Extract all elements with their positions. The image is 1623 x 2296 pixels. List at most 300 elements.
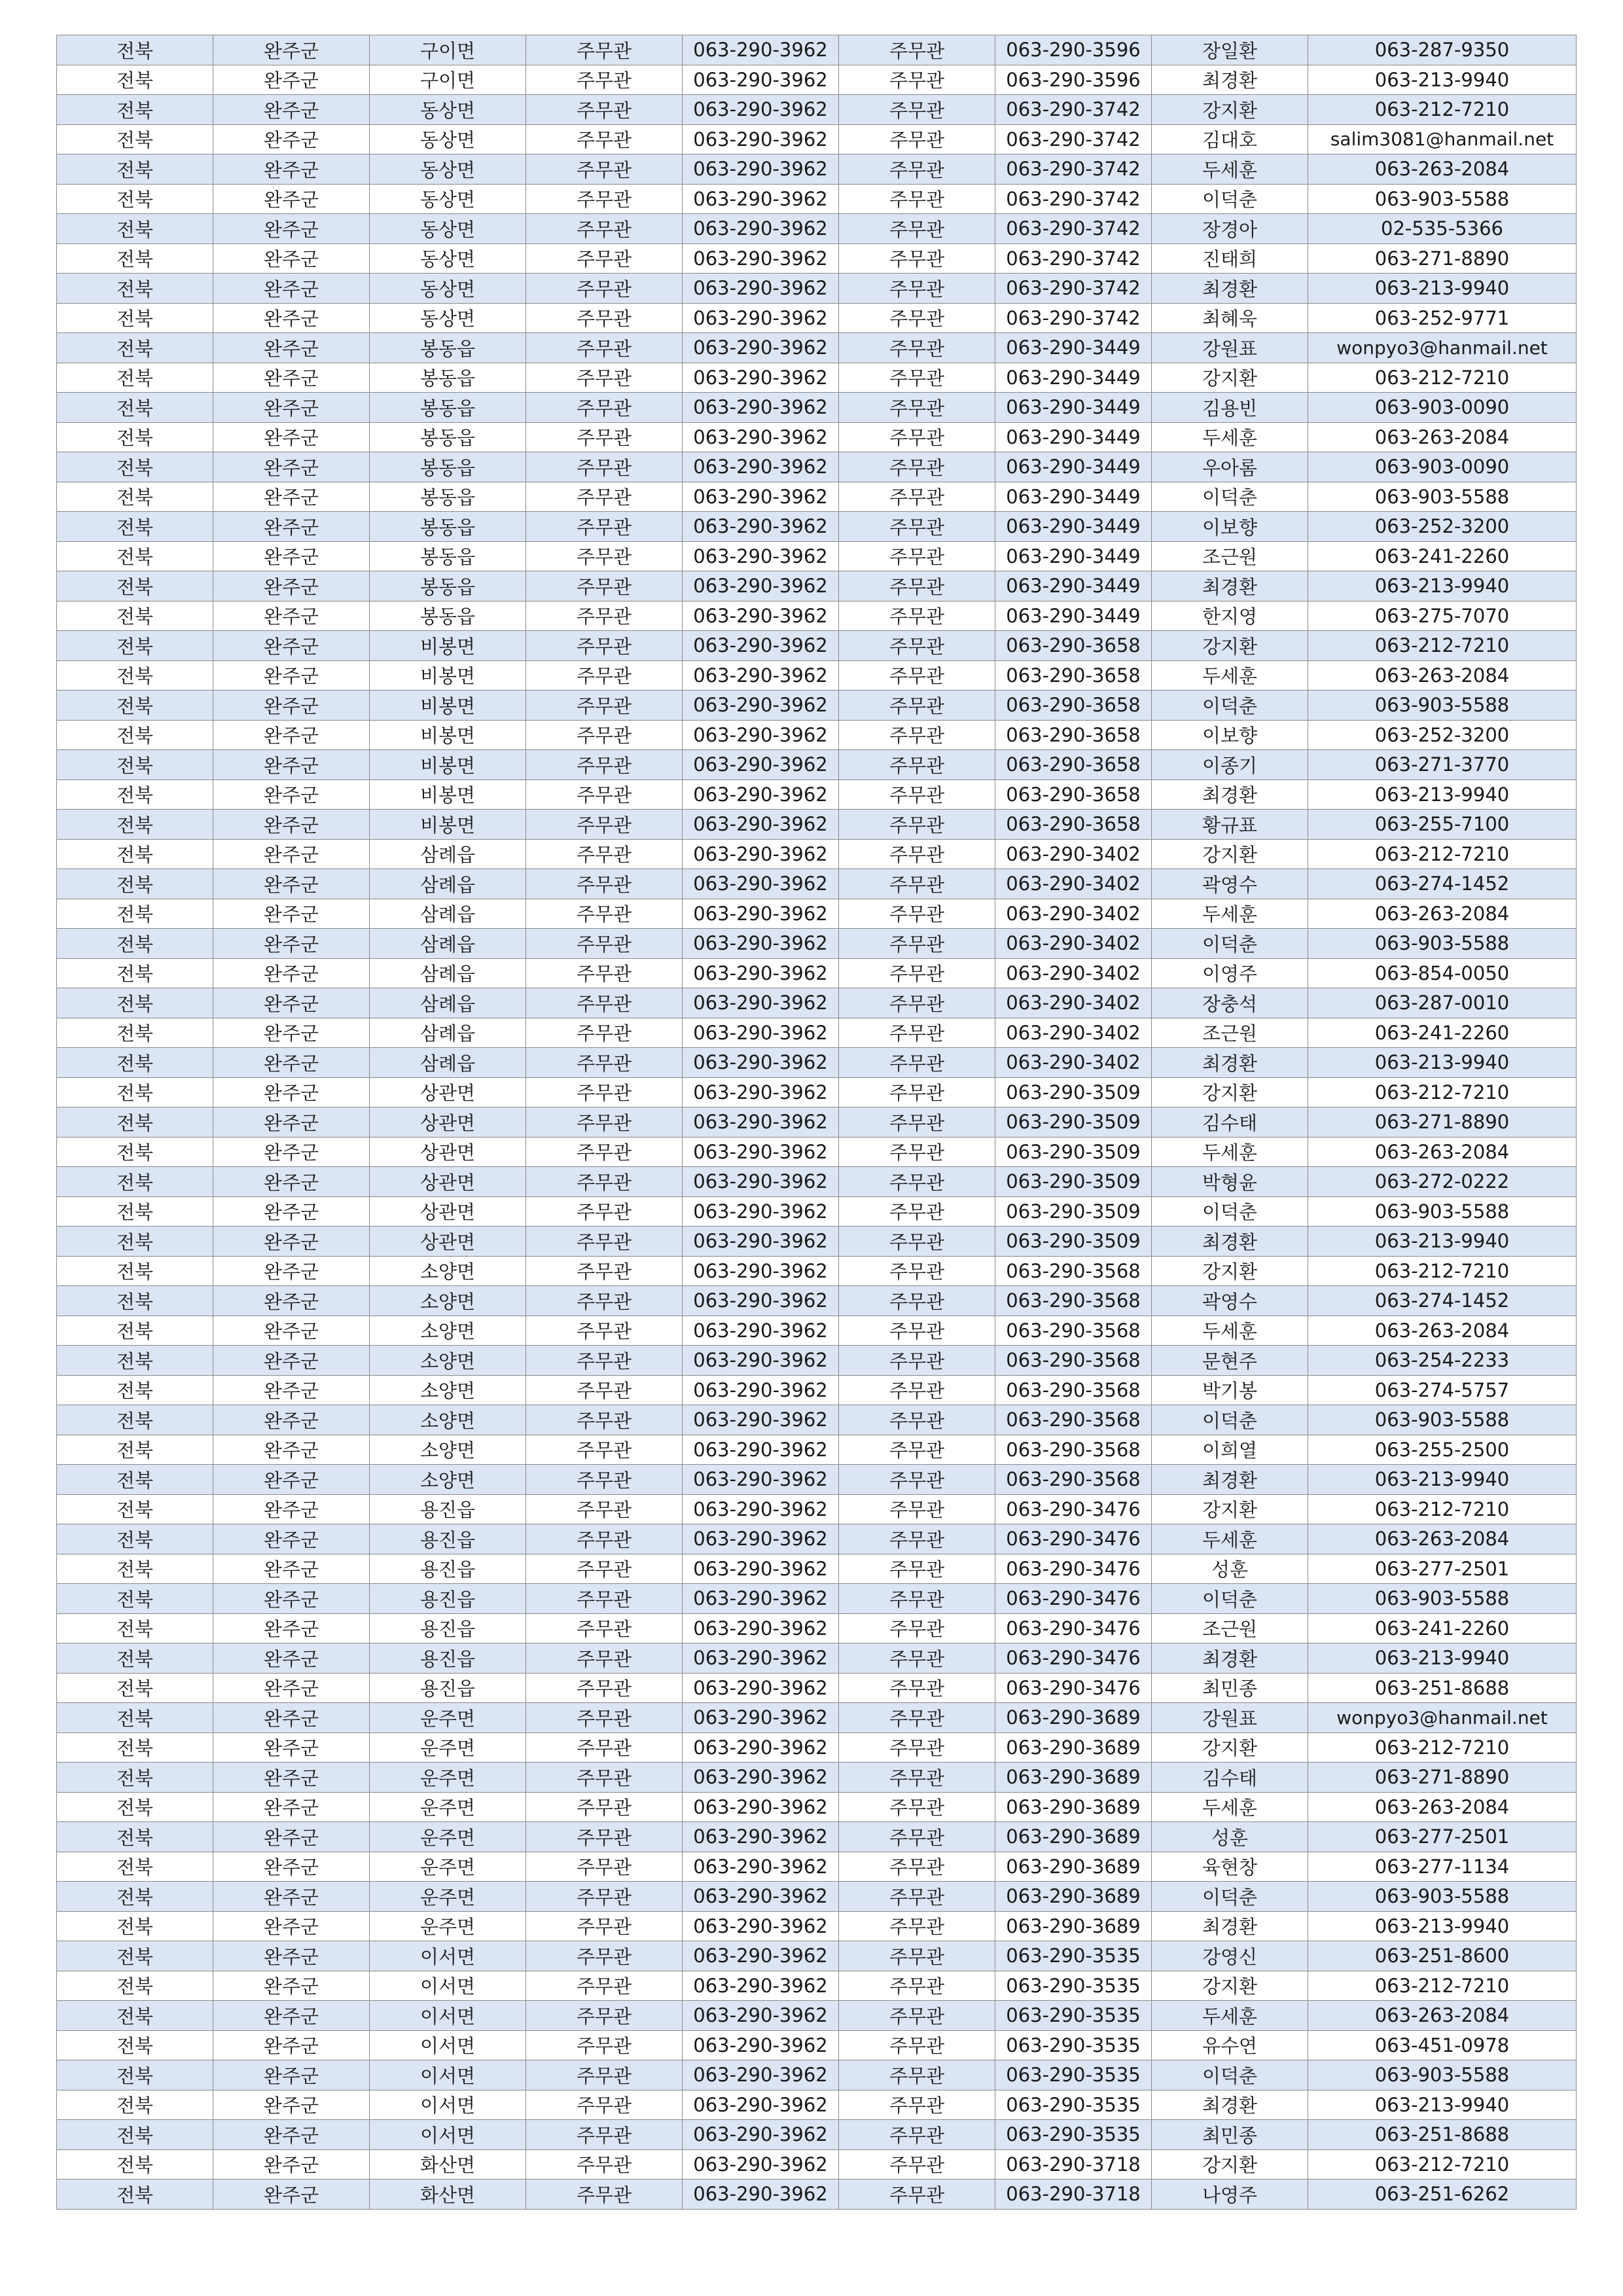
cell-town: 구이면 — [370, 65, 526, 95]
cell-position-1: 주무관 — [526, 1227, 683, 1257]
cell-county: 완주군 — [213, 95, 370, 125]
cell-town: 봉동읍 — [370, 452, 526, 482]
cell-position-1: 주무관 — [526, 452, 683, 482]
cell-contact-info: 063-212-7210 — [1308, 1971, 1577, 2001]
cell-town: 소양면 — [370, 1405, 526, 1435]
cell-town: 동상면 — [370, 154, 526, 185]
cell-phone-2: 063-290-3742 — [995, 95, 1152, 125]
cell-town: 비봉면 — [370, 691, 526, 721]
cell-contact-name: 장일환 — [1152, 35, 1308, 65]
cell-phone-2: 063-290-3658 — [995, 691, 1152, 721]
cell-contact-name: 김수태 — [1152, 1107, 1308, 1138]
cell-province: 전북 — [57, 1822, 213, 1852]
cell-position-1: 주무관 — [526, 1584, 683, 1614]
cell-contact-name: 김용빈 — [1152, 393, 1308, 423]
cell-phone-2: 063-290-3658 — [995, 780, 1152, 810]
cell-contact-name: 진태희 — [1152, 243, 1308, 274]
cell-county: 완주군 — [213, 1941, 370, 1971]
cell-contact-info: 063-263-2084 — [1308, 1316, 1577, 1346]
cell-phone-2: 063-290-3476 — [995, 1613, 1152, 1643]
cell-town: 소양면 — [370, 1256, 526, 1286]
table-row — [57, 1077, 1577, 1107]
cell-province: 전북 — [57, 452, 213, 482]
cell-position-2: 주무관 — [839, 631, 995, 661]
cell-position-2: 주무관 — [839, 1018, 995, 1048]
cell-position-2: 주무관 — [839, 422, 995, 452]
cell-contact-info: 063-274-1452 — [1308, 1286, 1577, 1316]
table-row — [57, 1167, 1577, 1197]
cell-town: 운주면 — [370, 1852, 526, 1882]
table-row — [57, 1852, 1577, 1882]
cell-position-1: 주무관 — [526, 631, 683, 661]
cell-province: 전북 — [57, 363, 213, 393]
cell-position-1: 주무관 — [526, 2120, 683, 2150]
cell-phone-2: 063-290-3535 — [995, 2060, 1152, 2090]
cell-phone-1: 063-290-3962 — [683, 988, 839, 1018]
cell-county: 완주군 — [213, 2060, 370, 2090]
cell-contact-name: 유수연 — [1152, 2030, 1308, 2060]
cell-position-2: 주무관 — [839, 2090, 995, 2120]
cell-position-2: 주무관 — [839, 1554, 995, 1584]
cell-town: 봉동읍 — [370, 512, 526, 542]
cell-phone-1: 063-290-3962 — [683, 184, 839, 214]
cell-county: 완주군 — [213, 1346, 370, 1376]
cell-contact-info: 063-252-9771 — [1308, 303, 1577, 333]
cell-contact-info: 063-274-5757 — [1308, 1375, 1577, 1405]
table-row — [57, 1554, 1577, 1584]
cell-contact-name: 최경환 — [1152, 65, 1308, 95]
cell-contact-name: 곽영수 — [1152, 1286, 1308, 1316]
cell-contact-info: 063-263-2084 — [1308, 660, 1577, 691]
cell-phone-1: 063-290-3962 — [683, 1256, 839, 1286]
cell-position-1: 주무관 — [526, 780, 683, 810]
cell-position-2: 주무관 — [839, 1048, 995, 1078]
cell-position-2: 주무관 — [839, 1732, 995, 1763]
cell-contact-info: 063-251-8688 — [1308, 1673, 1577, 1703]
cell-town: 비봉면 — [370, 660, 526, 691]
cell-contact-name: 최경환 — [1152, 571, 1308, 601]
cell-county: 완주군 — [213, 124, 370, 154]
cell-phone-2: 063-290-3742 — [995, 124, 1152, 154]
cell-contact-name: 최경환 — [1152, 1911, 1308, 1941]
cell-province: 전북 — [57, 1554, 213, 1584]
cell-town: 비봉면 — [370, 631, 526, 661]
table-row — [57, 1465, 1577, 1495]
cell-province: 전북 — [57, 2120, 213, 2150]
cell-province: 전북 — [57, 929, 213, 959]
cell-county: 완주군 — [213, 1256, 370, 1286]
cell-county: 완주군 — [213, 1316, 370, 1346]
cell-phone-1: 063-290-3962 — [683, 2060, 839, 2090]
cell-county: 완주군 — [213, 929, 370, 959]
cell-contact-info: 063-903-5588 — [1308, 1405, 1577, 1435]
cell-phone-2: 063-290-3449 — [995, 333, 1152, 363]
cell-position-1: 주무관 — [526, 571, 683, 601]
cell-phone-1: 063-290-3962 — [683, 1167, 839, 1197]
cell-province: 전북 — [57, 1137, 213, 1167]
cell-position-1: 주무관 — [526, 1167, 683, 1197]
cell-contact-info: 063-263-2084 — [1308, 1524, 1577, 1554]
cell-town: 용진읍 — [370, 1494, 526, 1524]
cell-position-1: 주무관 — [526, 1911, 683, 1941]
cell-province: 전북 — [57, 482, 213, 512]
cell-position-2: 주무관 — [839, 1852, 995, 1882]
cell-position-2: 주무관 — [839, 1137, 995, 1167]
cell-province: 전북 — [57, 214, 213, 244]
cell-contact-info: 063-212-7210 — [1308, 1494, 1577, 1524]
cell-position-1: 주무관 — [526, 2030, 683, 2060]
cell-position-1: 주무관 — [526, 2179, 683, 2210]
cell-phone-1: 063-290-3962 — [683, 810, 839, 840]
cell-contact-name: 강지환 — [1152, 1971, 1308, 2001]
cell-province: 전북 — [57, 839, 213, 869]
cell-phone-2: 063-290-3509 — [995, 1227, 1152, 1257]
cell-county: 완주군 — [213, 1673, 370, 1703]
cell-town: 비봉면 — [370, 780, 526, 810]
cell-phone-1: 063-290-3962 — [683, 2090, 839, 2120]
cell-phone-1: 063-290-3962 — [683, 512, 839, 542]
cell-position-2: 주무관 — [839, 1375, 995, 1405]
cell-contact-name: 이덕춘 — [1152, 1196, 1308, 1227]
cell-position-2: 주무관 — [839, 1643, 995, 1674]
table-row — [57, 2120, 1577, 2150]
table-row — [57, 2149, 1577, 2179]
cell-position-1: 주무관 — [526, 691, 683, 721]
table-row — [57, 1018, 1577, 1048]
cell-county: 완주군 — [213, 691, 370, 721]
cell-town: 운주면 — [370, 1703, 526, 1733]
cell-province: 전북 — [57, 393, 213, 423]
cell-contact-name: 강지환 — [1152, 839, 1308, 869]
cell-phone-1: 063-290-3962 — [683, 422, 839, 452]
cell-position-1: 주무관 — [526, 1405, 683, 1435]
cell-position-2: 주무관 — [839, 95, 995, 125]
cell-province: 전북 — [57, 958, 213, 988]
cell-county: 완주군 — [213, 1643, 370, 1674]
cell-town: 상관면 — [370, 1077, 526, 1107]
cell-position-1: 주무관 — [526, 988, 683, 1018]
cell-province: 전북 — [57, 1763, 213, 1793]
cell-province: 전북 — [57, 1911, 213, 1941]
cell-contact-info: 063-252-3200 — [1308, 720, 1577, 750]
cell-contact-info: 063-903-5588 — [1308, 1584, 1577, 1614]
cell-county: 완주군 — [213, 1494, 370, 1524]
cell-contact-info: 063-212-7210 — [1308, 1732, 1577, 1763]
cell-contact-info: 063-903-0090 — [1308, 393, 1577, 423]
table-row — [57, 1227, 1577, 1257]
cell-phone-2: 063-290-3402 — [995, 839, 1152, 869]
cell-contact-name: 최민종 — [1152, 2120, 1308, 2150]
table-row — [57, 1613, 1577, 1643]
cell-phone-2: 063-290-3476 — [995, 1584, 1152, 1614]
cell-contact-name: 최경환 — [1152, 1048, 1308, 1078]
cell-contact-info: 063-212-7210 — [1308, 2149, 1577, 2179]
table-row — [57, 780, 1577, 810]
table-row — [57, 660, 1577, 691]
cell-town: 봉동읍 — [370, 393, 526, 423]
table-row — [57, 512, 1577, 542]
cell-province: 전북 — [57, 1435, 213, 1465]
cell-province: 전북 — [57, 1524, 213, 1554]
cell-county: 완주군 — [213, 1435, 370, 1465]
table-row — [57, 65, 1577, 95]
cell-province: 전북 — [57, 1196, 213, 1227]
cell-county: 완주군 — [213, 422, 370, 452]
cell-position-2: 주무관 — [839, 1405, 995, 1435]
table-row — [57, 958, 1577, 988]
cell-position-1: 주무관 — [526, 1465, 683, 1495]
cell-town: 이서면 — [370, 2090, 526, 2120]
cell-contact-info: 063-263-2084 — [1308, 1792, 1577, 1822]
cell-phone-1: 063-290-3962 — [683, 1435, 839, 1465]
cell-contact-info: salim3081@hanmail.net — [1308, 124, 1577, 154]
cell-contact-info: 063-274-1452 — [1308, 869, 1577, 899]
cell-contact-name: 최경환 — [1152, 780, 1308, 810]
cell-position-1: 주무관 — [526, 1763, 683, 1793]
cell-town: 상관면 — [370, 1167, 526, 1197]
cell-contact-info: 063-263-2084 — [1308, 154, 1577, 185]
cell-phone-1: 063-290-3962 — [683, 541, 839, 571]
cell-contact-info: 063-272-0222 — [1308, 1167, 1577, 1197]
cell-contact-name: 황규표 — [1152, 810, 1308, 840]
cell-contact-info: 063-255-7100 — [1308, 810, 1577, 840]
cell-county: 완주군 — [213, 1167, 370, 1197]
cell-province: 전북 — [57, 691, 213, 721]
cell-phone-2: 063-290-3449 — [995, 452, 1152, 482]
table-row — [57, 1792, 1577, 1822]
cell-county: 완주군 — [213, 1554, 370, 1584]
cell-position-2: 주무관 — [839, 869, 995, 899]
cell-contact-name: 최경환 — [1152, 2090, 1308, 2120]
cell-contact-name: 강지환 — [1152, 363, 1308, 393]
cell-contact-name: 이덕춘 — [1152, 1584, 1308, 1614]
cell-contact-name: 이영주 — [1152, 958, 1308, 988]
table-row — [57, 631, 1577, 661]
cell-county: 완주군 — [213, 2030, 370, 2060]
cell-position-2: 주무관 — [839, 1256, 995, 1286]
cell-position-1: 주무관 — [526, 1554, 683, 1584]
table-row — [57, 1494, 1577, 1524]
cell-county: 완주군 — [213, 1465, 370, 1495]
table-row — [57, 2179, 1577, 2210]
cell-contact-name: 두세훈 — [1152, 1524, 1308, 1554]
cell-contact-name: 강지환 — [1152, 1256, 1308, 1286]
table-row — [57, 1822, 1577, 1852]
cell-county: 완주군 — [213, 2149, 370, 2179]
cell-phone-2: 063-290-3535 — [995, 2001, 1152, 2031]
cell-contact-info: 063-241-2260 — [1308, 541, 1577, 571]
cell-phone-2: 063-290-3535 — [995, 2120, 1152, 2150]
cell-contact-name: 조근원 — [1152, 1613, 1308, 1643]
table-row — [57, 393, 1577, 423]
table-row — [57, 1584, 1577, 1614]
cell-position-2: 주무관 — [839, 303, 995, 333]
cell-contact-name: 강지환 — [1152, 1077, 1308, 1107]
cell-position-1: 주무관 — [526, 1613, 683, 1643]
cell-town: 삼례읍 — [370, 899, 526, 929]
cell-contact-info: 063-213-9940 — [1308, 274, 1577, 304]
cell-contact-info: 063-263-2084 — [1308, 899, 1577, 929]
cell-phone-1: 063-290-3962 — [683, 1852, 839, 1882]
cell-contact-name: 김수태 — [1152, 1763, 1308, 1793]
cell-position-2: 주무관 — [839, 2030, 995, 2060]
cell-phone-2: 063-290-3568 — [995, 1435, 1152, 1465]
cell-town: 운주면 — [370, 1882, 526, 1912]
cell-position-1: 주무관 — [526, 333, 683, 363]
cell-position-1: 주무관 — [526, 124, 683, 154]
cell-phone-1: 063-290-3962 — [683, 1196, 839, 1227]
cell-phone-2: 063-290-3449 — [995, 363, 1152, 393]
cell-phone-2: 063-290-3689 — [995, 1763, 1152, 1793]
cell-province: 전북 — [57, 750, 213, 780]
cell-phone-2: 063-290-3449 — [995, 571, 1152, 601]
table-row — [57, 2030, 1577, 2060]
cell-phone-1: 063-290-3962 — [683, 1018, 839, 1048]
cell-position-2: 주무관 — [839, 184, 995, 214]
cell-position-2: 주무관 — [839, 2001, 995, 2031]
cell-position-1: 주무관 — [526, 65, 683, 95]
cell-contact-info: 063-212-7210 — [1308, 1077, 1577, 1107]
cell-province: 전북 — [57, 571, 213, 601]
cell-contact-info: 063-287-9350 — [1308, 35, 1577, 65]
cell-phone-1: 063-290-3962 — [683, 303, 839, 333]
cell-contact-name: 강지환 — [1152, 1732, 1308, 1763]
cell-county: 완주군 — [213, 2001, 370, 2031]
cell-position-1: 주무관 — [526, 154, 683, 185]
table-row — [57, 1941, 1577, 1971]
cell-position-1: 주무관 — [526, 1703, 683, 1733]
cell-phone-2: 063-290-3658 — [995, 810, 1152, 840]
cell-position-2: 주무관 — [839, 571, 995, 601]
cell-phone-1: 063-290-3962 — [683, 1048, 839, 1078]
cell-town: 비봉면 — [370, 810, 526, 840]
cell-county: 완주군 — [213, 958, 370, 988]
cell-county: 완주군 — [213, 660, 370, 691]
cell-position-1: 주무관 — [526, 1732, 683, 1763]
table-row — [57, 154, 1577, 185]
cell-position-1: 주무관 — [526, 1941, 683, 1971]
cell-province: 전북 — [57, 1375, 213, 1405]
cell-phone-1: 063-290-3962 — [683, 1524, 839, 1554]
cell-contact-info: wonpyo3@hanmail.net — [1308, 1703, 1577, 1733]
cell-position-1: 주무관 — [526, 422, 683, 452]
cell-town: 구이면 — [370, 35, 526, 65]
cell-town: 용진읍 — [370, 1673, 526, 1703]
cell-province: 전북 — [57, 1048, 213, 1078]
cell-contact-info: 063-252-3200 — [1308, 512, 1577, 542]
cell-phone-1: 063-290-3962 — [683, 1703, 839, 1733]
cell-town: 소양면 — [370, 1435, 526, 1465]
cell-contact-info: 063-903-5588 — [1308, 929, 1577, 959]
cell-phone-2: 063-290-3402 — [995, 1048, 1152, 1078]
cell-town: 삼례읍 — [370, 1048, 526, 1078]
cell-phone-1: 063-290-3962 — [683, 1286, 839, 1316]
cell-phone-2: 063-290-3742 — [995, 303, 1152, 333]
cell-province: 전북 — [57, 1703, 213, 1733]
cell-position-2: 주무관 — [839, 1882, 995, 1912]
table-row — [57, 1375, 1577, 1405]
cell-county: 완주군 — [213, 1763, 370, 1793]
cell-contact-name: 최경환 — [1152, 1465, 1308, 1495]
cell-position-2: 주무관 — [839, 512, 995, 542]
cell-contact-name: 나영주 — [1152, 2179, 1308, 2210]
cell-position-1: 주무관 — [526, 1852, 683, 1882]
cell-contact-name: 한지영 — [1152, 601, 1308, 631]
cell-position-1: 주무관 — [526, 660, 683, 691]
cell-phone-2: 063-290-3402 — [995, 929, 1152, 959]
cell-phone-2: 063-290-3449 — [995, 422, 1152, 452]
cell-town: 동상면 — [370, 214, 526, 244]
cell-position-2: 주무관 — [839, 243, 995, 274]
cell-contact-name: 성훈 — [1152, 1554, 1308, 1584]
cell-position-2: 주무관 — [839, 1107, 995, 1138]
cell-province: 전북 — [57, 1852, 213, 1882]
cell-position-2: 주무관 — [839, 2149, 995, 2179]
cell-town: 이서면 — [370, 1971, 526, 2001]
cell-province: 전북 — [57, 2149, 213, 2179]
cell-position-1: 주무관 — [526, 512, 683, 542]
cell-position-1: 주무관 — [526, 1792, 683, 1822]
table-row — [57, 541, 1577, 571]
cell-contact-info: 063-903-5588 — [1308, 1882, 1577, 1912]
cell-contact-name: 이보향 — [1152, 720, 1308, 750]
cell-town: 운주면 — [370, 1763, 526, 1793]
cell-town: 운주면 — [370, 1732, 526, 1763]
cell-phone-1: 063-290-3962 — [683, 750, 839, 780]
cell-contact-name: 두세훈 — [1152, 899, 1308, 929]
cell-position-2: 주무관 — [839, 691, 995, 721]
cell-contact-name: 강지환 — [1152, 631, 1308, 661]
cell-contact-name: 조근원 — [1152, 1018, 1308, 1048]
cell-contact-info: 063-263-2084 — [1308, 2001, 1577, 2031]
cell-contact-info: wonpyo3@hanmail.net — [1308, 333, 1577, 363]
cell-position-2: 주무관 — [839, 1196, 995, 1227]
cell-contact-info: 063-271-8890 — [1308, 243, 1577, 274]
cell-position-1: 주무관 — [526, 1286, 683, 1316]
cell-province: 전북 — [57, 988, 213, 1018]
cell-contact-info: 063-263-2084 — [1308, 422, 1577, 452]
cell-contact-info: 063-903-5588 — [1308, 2060, 1577, 2090]
cell-contact-info: 063-255-2500 — [1308, 1435, 1577, 1465]
cell-town: 화산면 — [370, 2179, 526, 2210]
cell-phone-2: 063-290-3449 — [995, 601, 1152, 631]
cell-position-2: 주무관 — [839, 541, 995, 571]
cell-position-2: 주무관 — [839, 274, 995, 304]
cell-phone-1: 063-290-3962 — [683, 2030, 839, 2060]
cell-position-1: 주무관 — [526, 2001, 683, 2031]
cell-position-2: 주무관 — [839, 1227, 995, 1257]
cell-province: 전북 — [57, 1613, 213, 1643]
cell-county: 완주군 — [213, 1732, 370, 1763]
cell-position-2: 주무관 — [839, 1763, 995, 1793]
cell-province: 전북 — [57, 2001, 213, 2031]
table-row — [57, 422, 1577, 452]
cell-phone-2: 063-290-3535 — [995, 1971, 1152, 2001]
cell-phone-2: 063-290-3476 — [995, 1673, 1152, 1703]
cell-contact-info: 063-213-9940 — [1308, 1911, 1577, 1941]
cell-phone-1: 063-290-3962 — [683, 154, 839, 185]
cell-position-2: 주무관 — [839, 154, 995, 185]
cell-position-1: 주무관 — [526, 2090, 683, 2120]
cell-province: 전북 — [57, 780, 213, 810]
cell-position-2: 주무관 — [839, 810, 995, 840]
cell-contact-name: 두세훈 — [1152, 154, 1308, 185]
cell-contact-name: 최혜욱 — [1152, 303, 1308, 333]
cell-position-1: 주무관 — [526, 1256, 683, 1286]
cell-phone-2: 063-290-3658 — [995, 660, 1152, 691]
cell-position-2: 주무관 — [839, 1673, 995, 1703]
cell-province: 전북 — [57, 899, 213, 929]
